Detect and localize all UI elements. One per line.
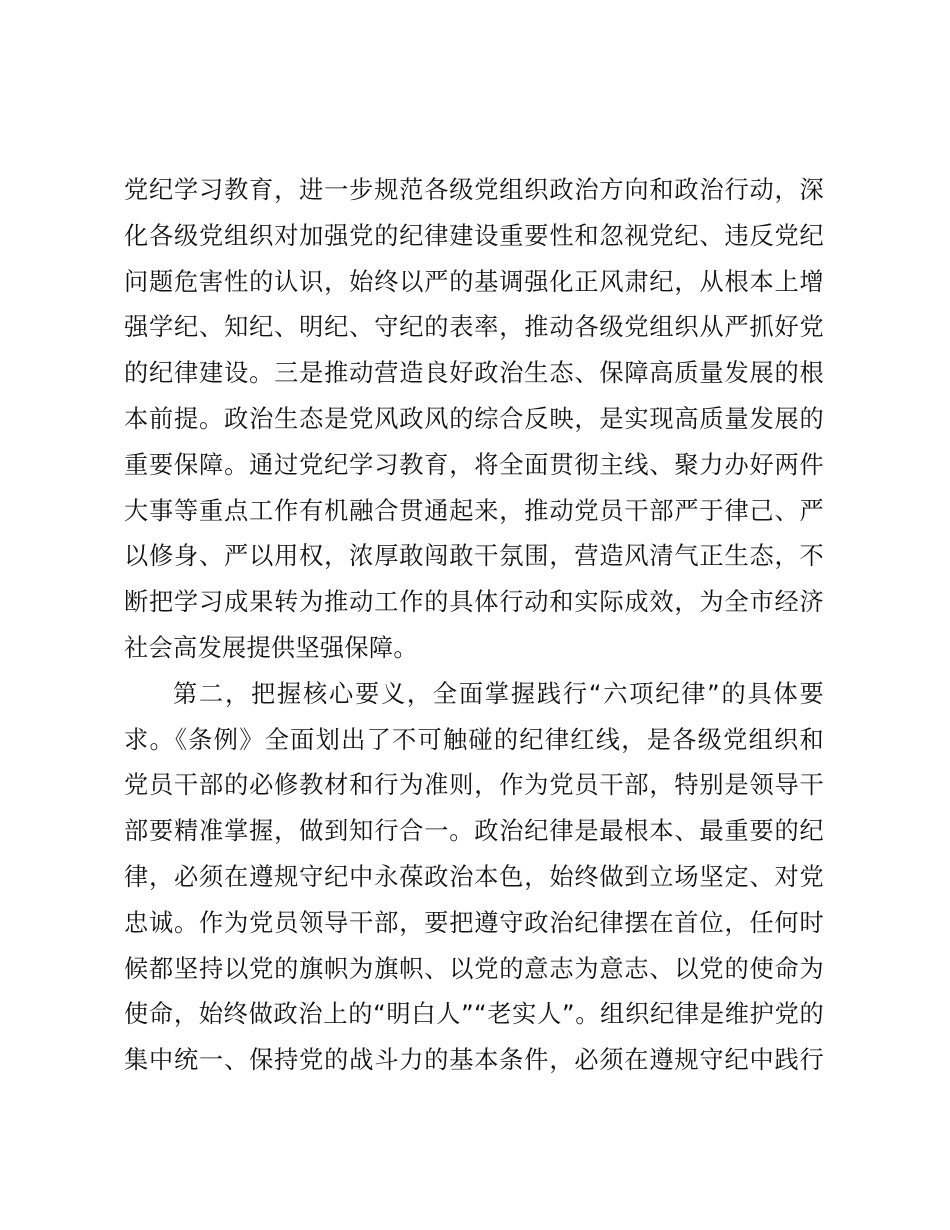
text-line: 大事等重点工作有机融合贯通起来，推动党员干部严于律己、严 [124, 496, 824, 525]
text-line: 党纪学习教育，进一步规范各级党组织政治方向和政治行动，深 [124, 176, 824, 204]
text-line: 本前提。政治生态是党风政风的综合反映，是实现高质量发展的 [124, 404, 824, 433]
text-line: 部要精准掌握，做到知行合一。政治纪律是最根本、最重要的纪 [124, 817, 824, 846]
text-line: 律，必须在遵规守纪中永葆政治本色，始终做到立场坚定、对党 [124, 862, 824, 891]
text-line: 问题危害性的认识，始终以严的基调强化正风肃纪，从根本上增 [124, 267, 824, 296]
text-line: 集中统一、保持党的战斗力的基本条件，必须在遵规守纪中践行 [124, 1046, 824, 1075]
text-line: 以修身、严以用权，浓厚敢闯敢干氛围，营造风清气正生态，不 [124, 542, 824, 571]
text-line: 化各级党组织对加强党的纪律建设重要性和忽视党纪、违反党纪 [124, 221, 824, 250]
text-line: 断把学习成果转为推动工作的具体行动和实际成效，为全市经济 [124, 588, 824, 617]
text-line: 重要保障。通过党纪学习教育，将全面贯彻主线、聚力办好两件 [124, 450, 824, 479]
text-line: 候都坚持以党的旗帜为旗帜、以党的意志为意志、以党的使命为 [124, 954, 824, 983]
text-line: 忠诚。作为党员领导干部，要把遵守政治纪律摆在首位，任何时 [124, 908, 824, 937]
paragraph-end-line: 社会高发展提供坚强保障。 [124, 633, 418, 662]
text-line: 的纪律建设。三是推动营造良好政治生态、保障高质量发展的根 [124, 359, 824, 388]
body-text [124, 168, 824, 1084]
paragraph-first-line: 第二，把握核心要义，全面掌握践行“六项纪律”的具体要 [173, 679, 824, 708]
text-line: 求。《条例》全面划出了不可触碰的纪律红线，是各级党组织和 [124, 725, 824, 754]
text-line: 党员干部的必修教材和行为准则，作为党员干部，特别是领导干 [124, 771, 824, 800]
text-line: 强学纪、知纪、明纪、守纪的表率，推动各级党组织从严抓好党 [124, 313, 824, 342]
text-line: 使命，始终做政治上的“明白人”“老实人”。组织纪律是维护党的 [124, 1000, 824, 1029]
